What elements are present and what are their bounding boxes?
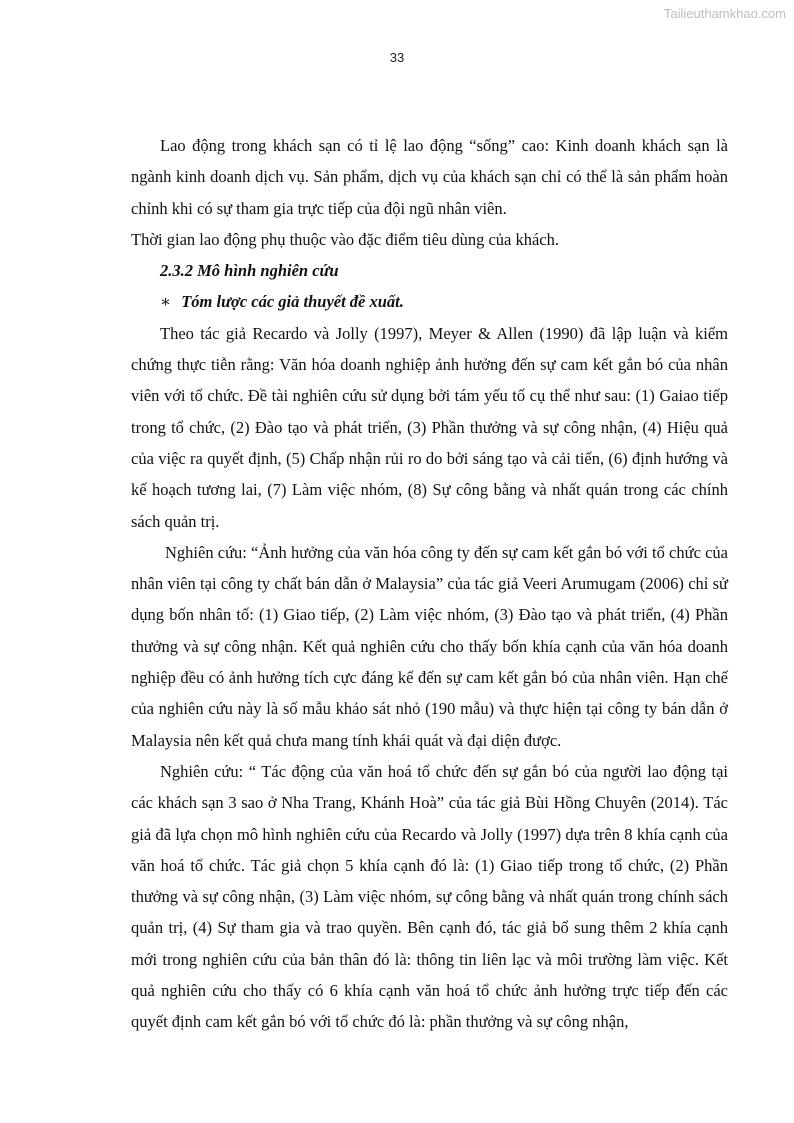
page-number: 33 (389, 50, 405, 65)
paragraph-hotel-labor: Lao động trong khách sạn có tỉ lệ lao động “sống” cao: Kinh doanh khách sạn là ngành kinh doanh dịch vụ. Sản phẩm, dịch vụ của khách sạn chỉ có thể là sản phẩm hoàn chỉnh khi có sự tham gia trực tiếp của đội ngũ nhân viên. (131, 136, 728, 218)
paragraph-arumugam: Nghiên cứu: “Ảnh hưởng của văn hóa công ty đến sự cam kết gắn bó với tổ chức của nhân viên tại công ty chất bán dẫn ở Malaysia” của tác giả Veeri Arumugam (2006) chỉ sử dụng bốn nhân tố: (1) Giao tiếp, (2) Làm việc nhóm, (3) Đào tạo và phát triển, (4) Phần thưởng và sự công nhận. Kết quả nghiên cứu cho thấy bốn khía cạnh của văn hóa doanh nghiệp đều có ảnh hưởng tích cực đáng kể đến sự cam kết gắn bó của nhân viên. Hạn chế của nghiên cứu này là số mẫu khảo sát nhỏ (190 mẫu) và thực hiện tại công ty bán dẫn ở Malaysia nên kết quả chưa mang tính khái quát và đại diện được. (131, 542, 728, 750)
paragraph-bui-hong-chuyen: Nghiên cứu: “ Tác động của văn hoá tổ chức đến sự gắn bó của người lao động tại các khách sạn 3 sao ở Nha Trang, Khánh Hoà” của tác giả Bùi Hồng Chuyên (2014). Tác giả đã lựa chọn mô hình nghiên cứu của Recardo và Jolly (1997) dựa trên 8 khía cạnh của văn hoá tổ chức. Tác giả chọn 5 khía cạnh đó là: (1) Giao tiếp trong tổ chức, (2) Phần thưởng và sự công nhận, (3) Làm việc nhóm, sự công bằng và nhất quán trong chính sách quản trị, (4) Sự tham gia và trao quyền. Bên cạnh đó, tác giả bổ sung thêm 2 khía cạnh mới trong nghiên cứu của bản thân đó là: thông tin liên lạc và môi trường làm việc. Kết quả nghiên cứu cho thấy có 6 khía cạnh văn hoá tổ chức ảnh hưởng trực tiếp đến các quyết định cam kết gắn bó với tổ chức đó là: phần thưởng và sự công nhận, (131, 761, 728, 1032)
document-body (131, 130, 728, 1038)
bullet-heading (131, 286, 728, 317)
bullet-heading-text: Tóm lược các giả thuyết đề xuất. (181, 292, 404, 312)
asterisk-bullet-icon: ∗ (160, 292, 172, 312)
paragraph-working-time: Thời gian lao động phụ thuộc vào đặc điểm tiêu dùng của khách. (131, 229, 559, 249)
paragraph-recardo-jolly: Theo tác giả Recardo và Jolly (1997), Meyer & Allen (1990) đã lập luận và kiểm chứng thực tiễn rằng: Văn hóa doanh nghiệp ảnh hưởng đến sự cam kết gắn bó của nhân viên với tổ chức. Đề tài nghiên cứu sử dụng bởi tám yếu tố cụ thể như sau: (1) Gaiao tiếp trong tổ chức, (2) Đào tạo và phát triển, (3) Phần thưởng và sự công nhận, (4) Hiệu quả của việc ra quyết định, (5) Chấp nhận rủi ro do bởi sáng tạo và cải tiến, (6) định hướng và kế hoạch tương lai, (7) Làm việc nhóm, (8) Sự công bằng và nhất quán trong các chính sách quản trị. (131, 323, 728, 531)
watermark: Tailieuthamkhao.com (663, 6, 786, 21)
section-heading: 2.3.2 Mô hình nghiên cứu (160, 261, 339, 281)
